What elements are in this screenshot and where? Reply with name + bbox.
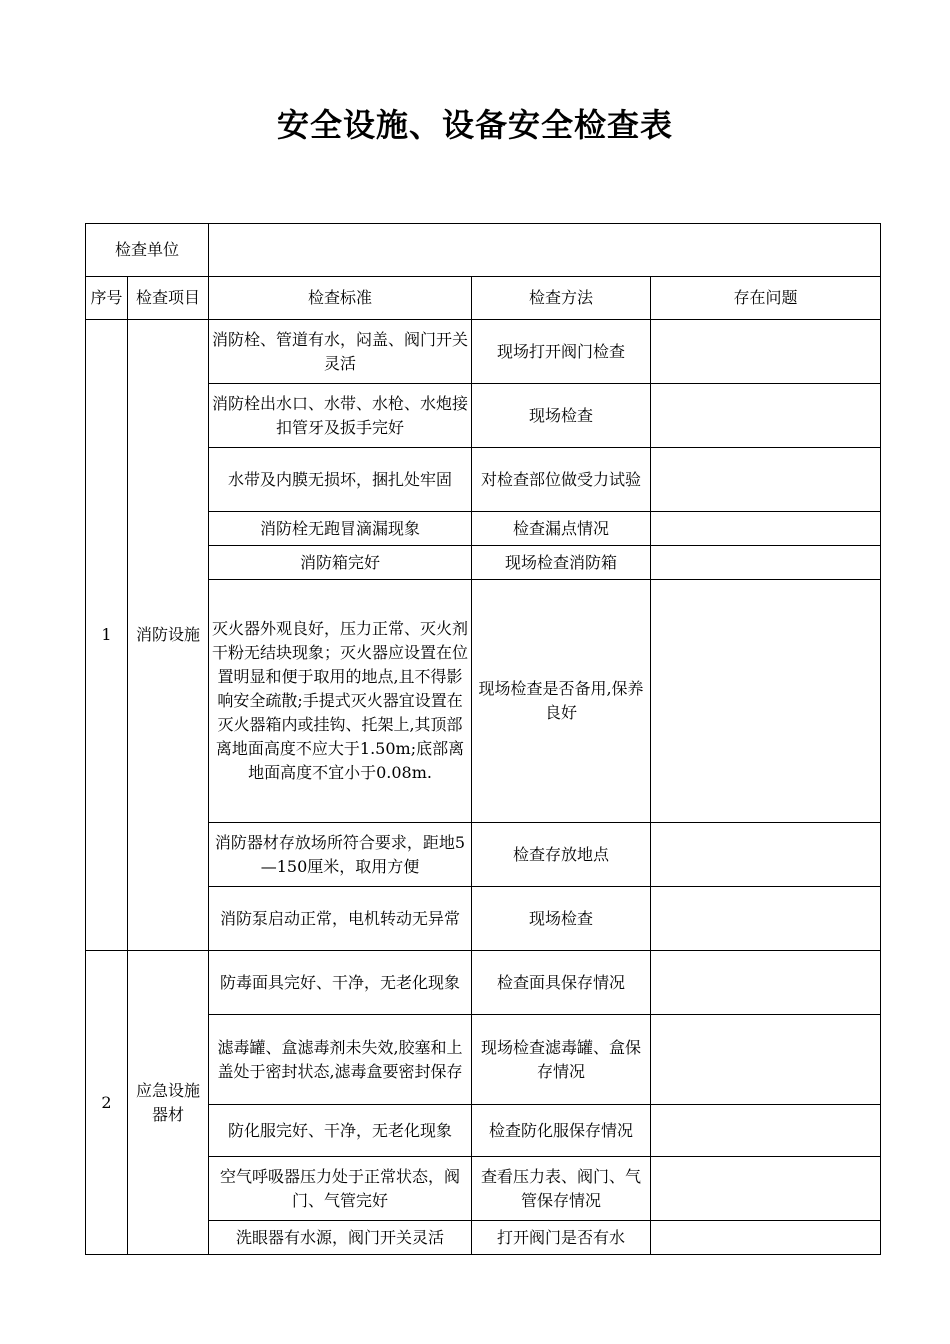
standard-cell: 空气呼吸器压力处于正常状态，阀门、气管完好 [209,1157,472,1221]
method-cell: 检查防化服保存情况 [472,1105,651,1157]
method-cell: 打开阀门是否有水 [472,1221,651,1255]
problem-cell[interactable] [651,546,881,580]
standard-cell: 消防泵启动正常，电机转动无异常 [209,887,472,951]
problem-cell[interactable] [651,448,881,512]
standard-cell: 防毒面具完好、干净，无老化现象 [209,951,472,1015]
group-category: 消防设施 [128,320,209,951]
problem-cell[interactable] [651,1105,881,1157]
method-cell: 现场检查消防箱 [472,546,651,580]
table-row [86,951,881,1015]
problem-cell[interactable] [651,1015,881,1105]
header-row [86,277,881,320]
page-title: 安全设施、设备安全检查表 [276,106,673,144]
standard-cell: 消防箱完好 [209,546,472,580]
standard-cell: 消防栓、管道有水，闷盖、阀门开关灵活 [209,320,472,384]
table-row [86,320,881,384]
group-seq: 2 [86,951,128,1255]
group-category: 应急设施器材 [128,951,209,1255]
method-cell: 现场检查 [472,384,651,448]
problem-cell[interactable] [651,1221,881,1255]
unit-value-cell[interactable] [209,224,881,277]
inspection-table [85,223,881,1255]
problem-cell[interactable] [651,951,881,1015]
method-cell: 对检查部位做受力试验 [472,448,651,512]
problem-cell[interactable] [651,823,881,887]
header-standard: 检查标准 [209,277,472,320]
problem-cell[interactable] [651,887,881,951]
method-cell: 现场检查滤毒罐、盒保存情况 [472,1015,651,1105]
problem-cell[interactable] [651,580,881,823]
standard-cell: 滤毒罐、盒滤毒剂未失效,胶塞和上盖处于密封状态,滤毒盒要密封保存 [209,1015,472,1105]
header-problem: 存在问题 [651,277,881,320]
standard-cell: 防化服完好、干净，无老化现象 [209,1105,472,1157]
problem-cell[interactable] [651,512,881,546]
standard-cell: 灭火器外观良好，压力正常、灭火剂干粉无结块现象；灭火器应设置在位置明显和便于取用的地点,且不得影响安全疏散;手提式灭火器宜设置在灭火器箱内或挂钩、托架上,其顶部离地面高度不应大于1.50m;底部离地面高度不宜小于0.08m. [209,580,472,823]
group-seq: 1 [86,320,128,951]
standard-cell: 消防栓出水口、水带、水枪、水炮接扣管牙及扳手完好 [209,384,472,448]
standard-cell: 消防栓无跑冒滴漏现象 [209,512,472,546]
standard-cell: 洗眼器有水源，阀门开关灵活 [209,1221,472,1255]
method-cell: 现场打开阀门检查 [472,320,651,384]
method-cell: 检查面具保存情况 [472,951,651,1015]
method-cell: 检查漏点情况 [472,512,651,546]
method-cell: 查看压力表、阀门、气管保存情况 [472,1157,651,1221]
header-seq: 序号 [86,277,128,320]
unit-label: 检查单位 [86,224,209,277]
method-cell: 现场检查是否备用,保养良好 [472,580,651,823]
standard-cell: 水带及内膜无损坏，捆扎处牢固 [209,448,472,512]
method-cell: 现场检查 [472,887,651,951]
problem-cell[interactable] [651,1157,881,1221]
problem-cell[interactable] [651,384,881,448]
header-method: 检查方法 [472,277,651,320]
standard-cell: 消防器材存放场所符合要求，距地5—150厘米，取用方便 [209,823,472,887]
problem-cell[interactable] [651,320,881,384]
unit-row [86,224,881,277]
method-cell: 检查存放地点 [472,823,651,887]
header-item: 检查项目 [128,277,209,320]
